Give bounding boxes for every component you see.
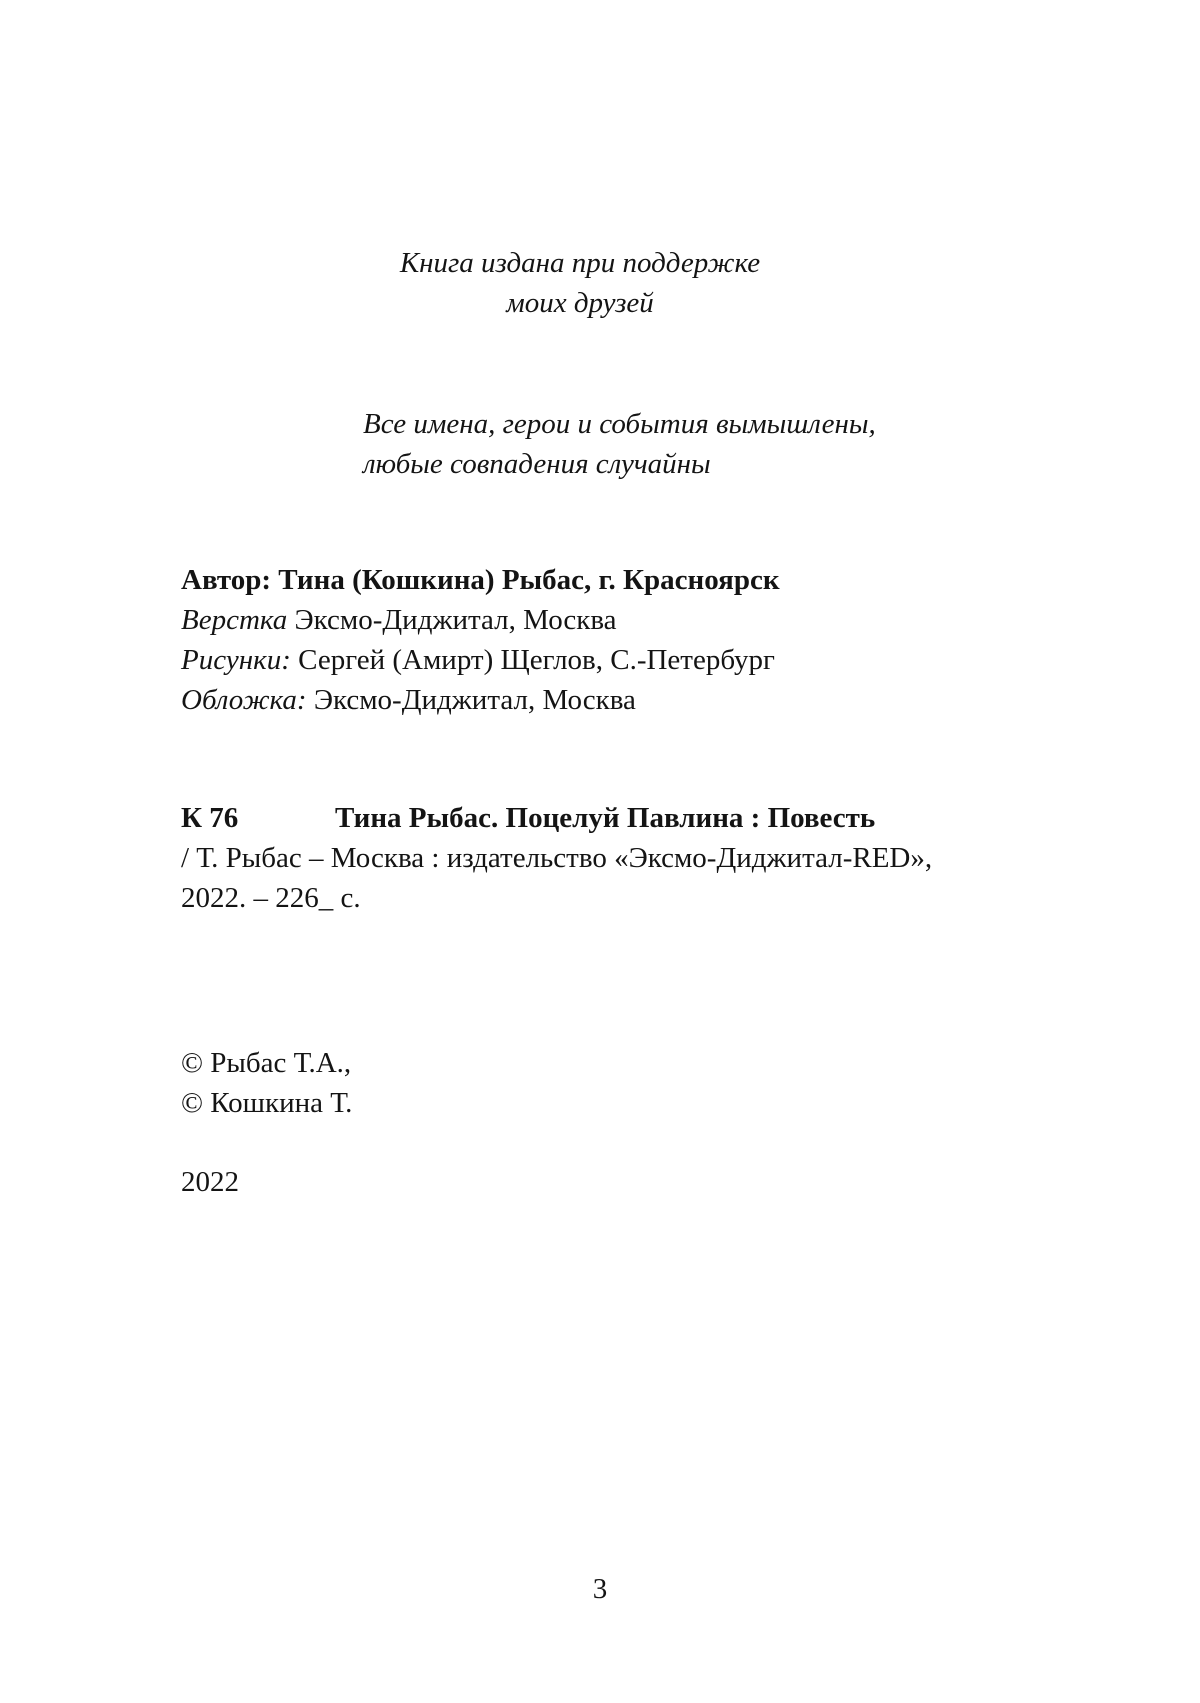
cover-credit-value: Эксмо-Диджитал, Москва — [306, 684, 636, 716]
illustrations-credit-value: Сергей (Амирт) Щеглов, С.-Петербург — [290, 644, 775, 676]
layout-credit-value: Эксмо-Диджитал, Москва — [287, 604, 617, 636]
dedication-line-1: Книга издана при поддержке — [399, 247, 761, 279]
illustrations-credit-label: Рисунки: — [181, 644, 291, 676]
bibliographic-code: К 76 — [181, 802, 239, 834]
author-credit: Автор: Тина (Кошкина) Рыбас, г. Красноярск — [181, 564, 780, 596]
page-number: 3 — [592, 1573, 608, 1605]
illustrations-credit — [181, 640, 775, 680]
dedication-line-2: моих друзей — [506, 287, 654, 319]
bibliographic-year-pages-line: 2022. – 226_ с. — [181, 882, 361, 914]
bibliographic-title: Тина Рыбас. Поцелуй Павлина : Повесть — [335, 802, 876, 834]
copyright-line-2: © Кошкина Т. — [181, 1087, 353, 1119]
copyright-line-1: © Рыбас Т.А., — [181, 1047, 352, 1079]
cover-credit-label: Обложка: — [181, 684, 307, 716]
disclaimer-line-1: Все имена, герои и события вымышлены, — [363, 408, 876, 440]
publication-year: 2022 — [181, 1166, 239, 1198]
layout-credit-label: Верстка — [181, 604, 288, 636]
bibliographic-publisher-line: / Т. Рыбас – Москва : издательство «Эксмо-Диджитал-RED», — [181, 842, 933, 874]
layout-credit — [181, 600, 617, 640]
cover-credit — [181, 680, 636, 720]
disclaimer-line-2: любые совпадения случайны — [363, 448, 711, 480]
